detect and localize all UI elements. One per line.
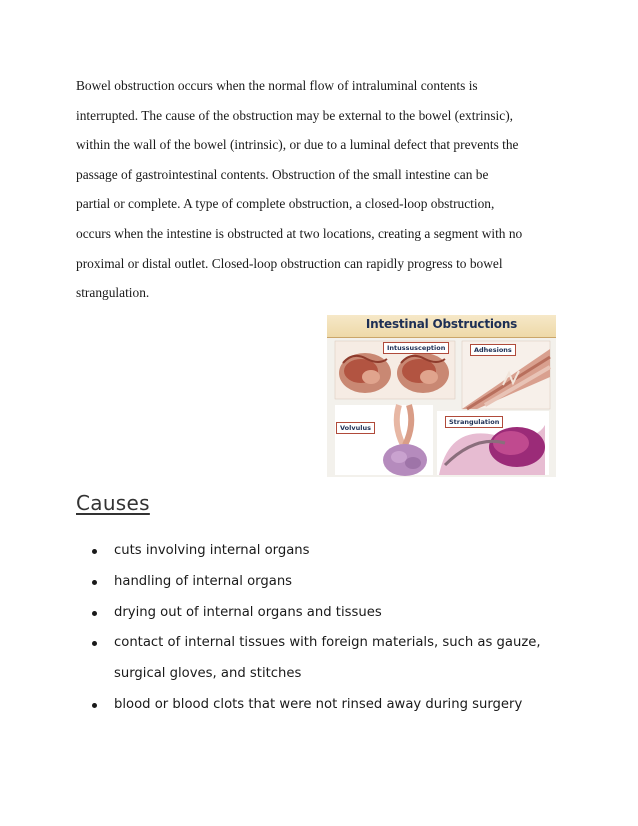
list-item <box>90 567 580 598</box>
causes-heading: Causes <box>76 491 150 515</box>
intro-line: passage of gastrointestinal contents. Obstruction of the small intestine can be <box>76 166 489 182</box>
figure-illustration <box>327 315 556 477</box>
strangulation-label: Strangulation <box>445 416 503 428</box>
list-item-text: contact of internal tissues with foreign materials, such as gauze, <box>114 635 541 651</box>
figure-title: Intestinal Obstructions <box>365 317 518 331</box>
list-item <box>90 536 580 567</box>
intro-line: Bowel obstruction occurs when the normal flow of intraluminal contents is <box>76 78 478 93</box>
bullet-icon <box>92 641 97 646</box>
list-item-text: blood or blood clots that were not rinsed away during surgery <box>114 696 523 712</box>
bullet-icon <box>92 703 97 708</box>
intussusception-label: Intussusception <box>383 342 449 354</box>
intro-line: strangulation. <box>76 285 150 301</box>
intro-line: proximal or distal outlet. Closed-loop obstruction can rapidly progress to bowel <box>76 255 503 271</box>
list-item <box>90 690 580 721</box>
bullet-icon <box>92 611 97 616</box>
intro-line: within the wall of the bowel (intrinsic), or due to a luminal defect that prevents the <box>76 137 519 153</box>
intro-line: occurs when the intestine is obstructed at two locations, creating a segment with no <box>76 225 523 241</box>
volvulus-illustration <box>335 405 433 476</box>
intro-line: partial or complete. A type of complete obstruction, a closed-loop obstruction, <box>76 196 495 212</box>
bullet-icon <box>92 549 97 554</box>
causes-list <box>90 536 580 721</box>
intestinal-obstructions-figure <box>327 315 556 477</box>
list-item <box>90 628 580 659</box>
list-item-text: cuts involving internal organs <box>114 543 310 558</box>
bullet-icon <box>92 580 97 585</box>
list-item-text: surgical gloves, and stitches <box>114 666 302 682</box>
intro-line: interrupted. The cause of the obstruction may be external to the bowel (extrinsic), <box>76 107 514 123</box>
list-item-continuation <box>90 659 580 690</box>
list-item-text: drying out of internal organs and tissues <box>114 604 382 620</box>
list-item-text: handling of internal organs <box>114 573 293 589</box>
adhesions-label: Adhesions <box>470 344 516 356</box>
list-item <box>90 598 580 629</box>
intro-paragraph <box>76 71 576 308</box>
volvulus-label: Volvulus <box>336 422 375 434</box>
